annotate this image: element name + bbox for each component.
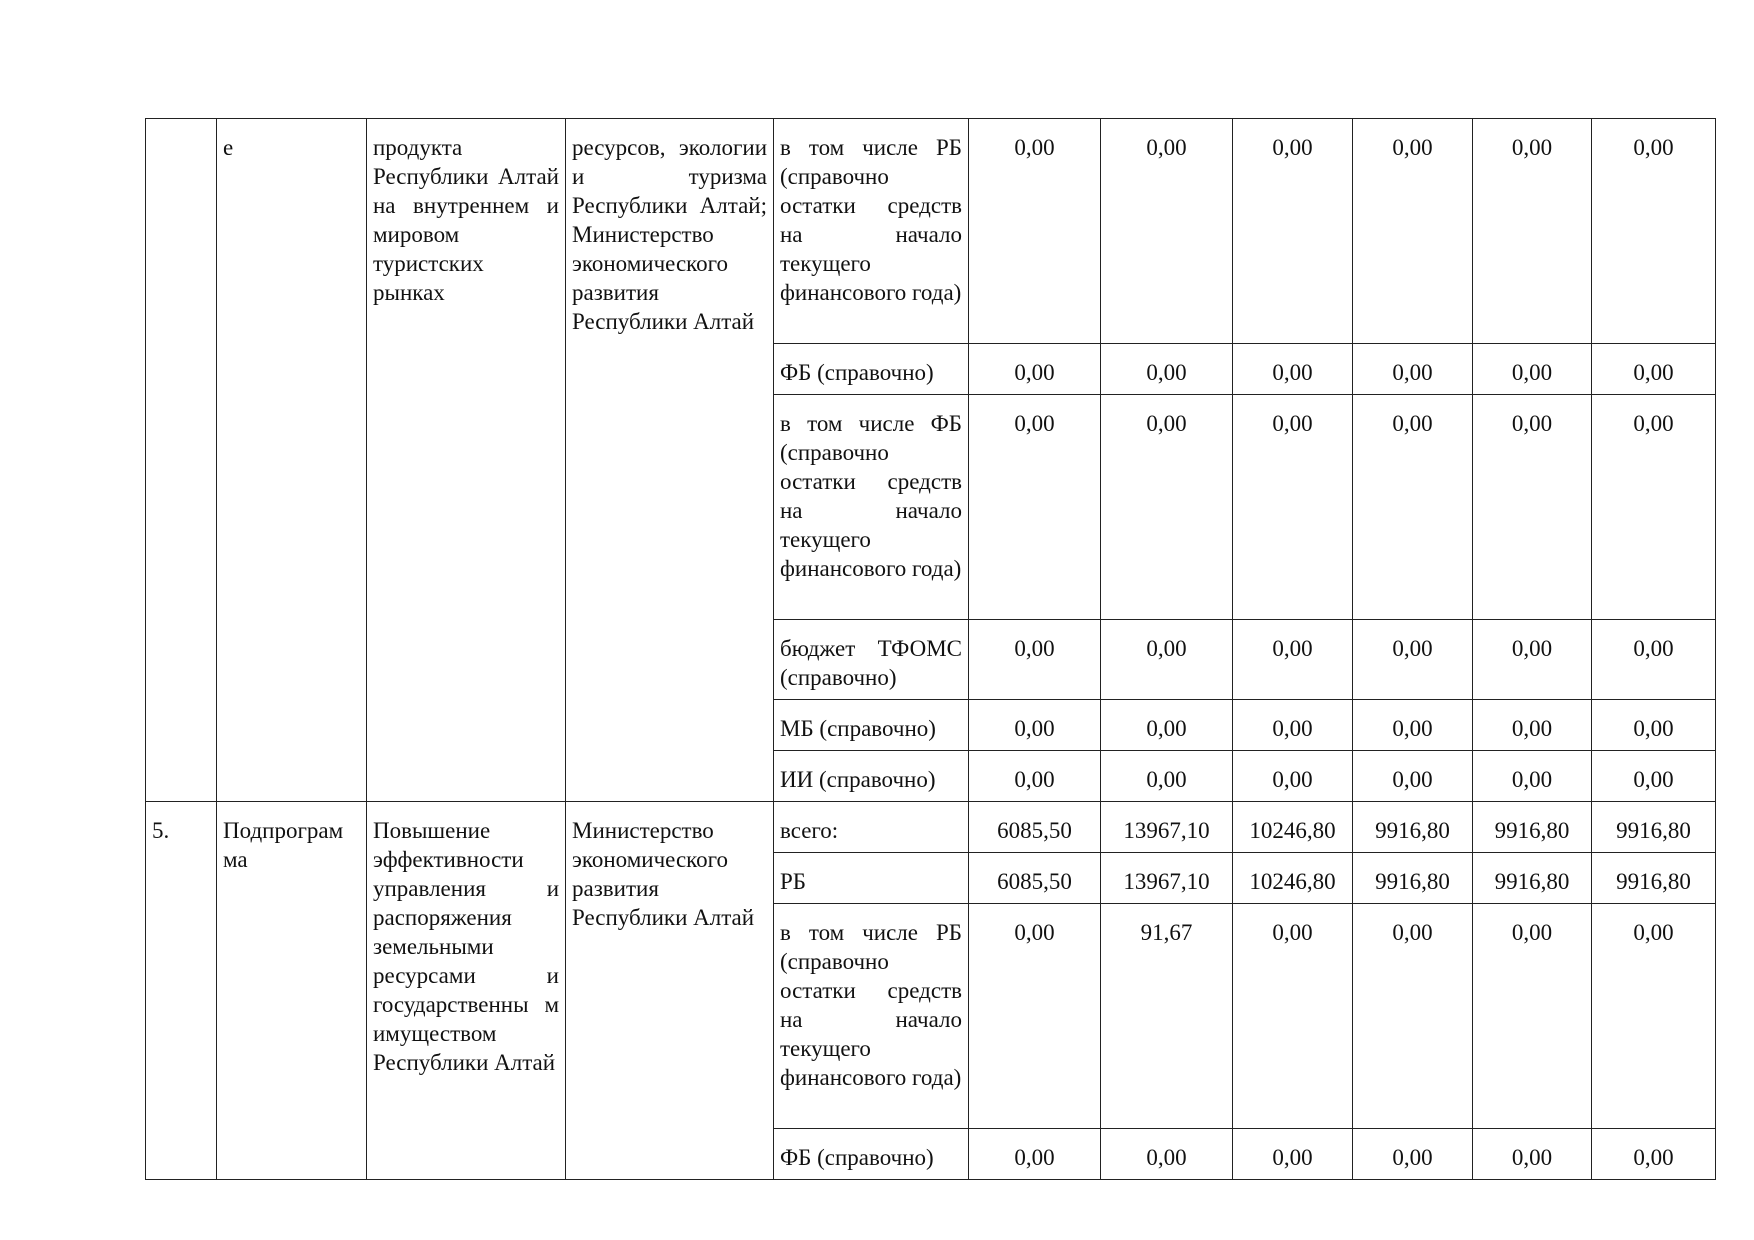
value-cell: 6085,50 — [969, 853, 1101, 904]
value-cell: 0,00 — [969, 700, 1101, 751]
funding-source-cell: в том числе ФБ (справочно остатки средств на начало текущего финансового года) — [774, 395, 969, 620]
value-cell: 0,00 — [1353, 620, 1473, 700]
value-cell: 13967,10 — [1101, 853, 1233, 904]
value-cell: 0,00 — [1473, 751, 1592, 802]
value-cell: 91,67 — [1101, 904, 1233, 1129]
value-cell: 0,00 — [969, 1129, 1101, 1180]
value-cell: 0,00 — [1101, 751, 1233, 802]
funding-source-cell: в том числе РБ (справочно остатки средств на начало текущего финансового года) — [774, 904, 969, 1129]
value-cell: 0,00 — [1101, 119, 1233, 344]
value-cell: 0,00 — [1592, 344, 1716, 395]
funding-source-cell: всего: — [774, 802, 969, 853]
value-cell: 0,00 — [1233, 344, 1353, 395]
row-type-cell: е — [217, 119, 367, 802]
value-cell: 0,00 — [969, 395, 1101, 620]
value-cell: 0,00 — [1592, 700, 1716, 751]
value-cell: 0,00 — [969, 751, 1101, 802]
value-cell: 0,00 — [1233, 751, 1353, 802]
value-cell: 0,00 — [969, 620, 1101, 700]
funding-source-cell: ФБ (справочно) — [774, 344, 969, 395]
value-cell: 0,00 — [1473, 620, 1592, 700]
value-cell: 0,00 — [1592, 1129, 1716, 1180]
value-cell: 0,00 — [1101, 700, 1233, 751]
value-cell: 0,00 — [1233, 904, 1353, 1129]
value-cell: 10246,80 — [1233, 802, 1353, 853]
table-row — [146, 802, 1716, 853]
row-type-cell: Подпрограм ма — [217, 802, 367, 1180]
value-cell: 9916,80 — [1592, 853, 1716, 904]
value-cell: 10246,80 — [1233, 853, 1353, 904]
funding-source-cell: ИИ (справочно) — [774, 751, 969, 802]
value-cell: 0,00 — [1233, 620, 1353, 700]
value-cell: 9916,80 — [1473, 853, 1592, 904]
value-cell: 0,00 — [1233, 119, 1353, 344]
value-cell: 0,00 — [1592, 904, 1716, 1129]
value-cell: 0,00 — [1101, 1129, 1233, 1180]
funding-source-cell: в том числе РБ (справочно остатки средств на начало текущего финансового года) — [774, 119, 969, 344]
funding-source-cell: ФБ (справочно) — [774, 1129, 969, 1180]
value-cell: 0,00 — [1353, 395, 1473, 620]
value-cell: 0,00 — [1473, 1129, 1592, 1180]
value-cell: 0,00 — [1592, 119, 1716, 344]
value-cell: 0,00 — [1592, 620, 1716, 700]
value-cell: 0,00 — [1233, 700, 1353, 751]
value-cell: 0,00 — [1353, 119, 1473, 344]
value-cell: 13967,10 — [1101, 802, 1233, 853]
value-cell: 0,00 — [1592, 395, 1716, 620]
row-number-cell: 5. — [146, 802, 217, 1180]
value-cell: 0,00 — [1101, 620, 1233, 700]
value-cell: 0,00 — [1473, 700, 1592, 751]
value-cell: 0,00 — [1473, 119, 1592, 344]
row-executor-cell: Министерство экономического развития Республики Алтай — [566, 802, 774, 1180]
value-cell: 0,00 — [1592, 751, 1716, 802]
funding-source-cell: РБ — [774, 853, 969, 904]
value-cell: 0,00 — [1473, 395, 1592, 620]
table-row — [146, 119, 1716, 344]
value-cell: 0,00 — [1101, 344, 1233, 395]
row-number-cell — [146, 119, 217, 802]
value-cell: 0,00 — [969, 904, 1101, 1129]
row-executor-cell: ресурсов, экологии и туризма Республики Алтай; Министерство экономического развития Республики Алтай — [566, 119, 774, 802]
row-name-cell: продукта Республики Алтай на внутреннем и мировом туристских рынках — [367, 119, 566, 802]
funding-source-cell: МБ (справочно) — [774, 700, 969, 751]
value-cell: 0,00 — [1473, 344, 1592, 395]
value-cell: 0,00 — [1101, 395, 1233, 620]
value-cell: 9916,80 — [1592, 802, 1716, 853]
value-cell: 0,00 — [1353, 344, 1473, 395]
value-cell: 9916,80 — [1473, 802, 1592, 853]
funding-source-cell: бюджет ТФОМС (справочно) — [774, 620, 969, 700]
value-cell: 9916,80 — [1353, 802, 1473, 853]
value-cell: 0,00 — [1353, 904, 1473, 1129]
value-cell: 0,00 — [1233, 1129, 1353, 1180]
value-cell: 0,00 — [1233, 395, 1353, 620]
value-cell: 9916,80 — [1353, 853, 1473, 904]
value-cell: 0,00 — [969, 344, 1101, 395]
value-cell: 0,00 — [1353, 700, 1473, 751]
row-name-cell: Повышение эффективности управления и распоряжения земельными ресурсами и государственны м имуществом Республики Алтай — [367, 802, 566, 1180]
budget-table — [145, 118, 1716, 1180]
value-cell: 6085,50 — [969, 802, 1101, 853]
value-cell: 0,00 — [1473, 904, 1592, 1129]
value-cell: 0,00 — [1353, 751, 1473, 802]
value-cell: 0,00 — [969, 119, 1101, 344]
value-cell: 0,00 — [1353, 1129, 1473, 1180]
